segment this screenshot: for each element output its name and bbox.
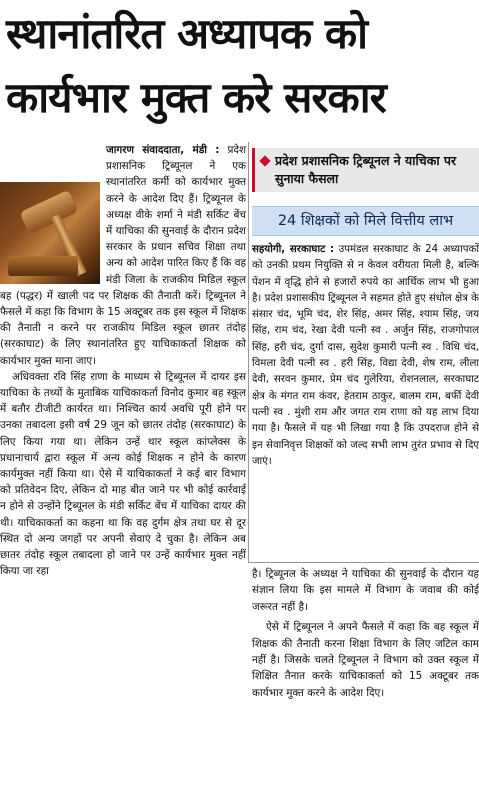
sidebar-byline: सहयोगी, सरकाघाट : [252,244,335,255]
column-divider-vertical [248,142,249,562]
bullet-diamond-icon [259,155,270,166]
sidebar-body-text: उपमंडल सरकाघाट के 24 अध्यापकों को उनकी प्रथम नियुक्ति से न केवल वरीयता मिली है, बल्कि पेंशन में वृद्धि होने से हजारों रुपये का आर्थिक लाभ भी हुआ है। प्रदेश प्रशासकीय ट्रिब्यूनल ने सहमत होते हुए संधोल क्षेत्र के संसार चंद, भूमि चंद, शेर सिंह, अमर सिंह, श्याम सिंह, जय सिंह, राम चंद, रेखा देवी पत्नी स्व . अर्जुन सिंह, राजगोपाल सिंह, हरी चंद, दुर्गा दास, सुदेश कुमारी पत्नी स्व . विधि चंद, विमला देवी पत्नी स्व . हरी सिंह, विद्या देवी, शेष राम, लीला देवी, सरवन कुमार, प्रेम चंद गुलेरिया, रोशनलाल, सरकाघाट क्षेत्र के मंगत राम कंवर, हेतराम ठाकुर, बालम राम, बर्फी देवी पत्नी स्व . मुंशी राम और जगत राम राणा को यह लाभ दिया गया है। फैसले में यह भी लिखा गया है कि उपदराज होने से इन सेवानिवृत्त शिक्षकों को जल्द सभी लाभ तुरंत प्रभाव से दिए जाएं। [252,244,479,467]
sidebar-story [252,142,479,562]
gavel-head-icon [19,190,78,235]
gavel-block-icon [8,256,78,276]
gavel-photo [0,182,100,284]
headline-line-2: कार्यभार मुक्त करे सरकार [6,73,386,122]
continuation-paragraph-1: है। ट्रिब्यूनल के अध्यक्ष ने याचिका की सुनवाई के दौरान यह संज्ञान लिया कि इस मामले में विभाग के जवाब की कोई जरूरत नहीं है। [252,568,479,613]
continuation-paragraph-2: ऐसे में ट्रिब्यूनल ने अपने फैसले में कहा कि बह स्कूल में शिक्षक की तैनाती करना शिक्षा विभाग के लिए जटिल काम नहीं है। जिसके चलते ट्रिब्यूनल ने विभाग को उक्त स्कूल में शिक्षित तैनात करके याचिकाकर्ता को 15 अक्टूबर तक कार्यभार मुक्त करने के आदेश दिए। [252,621,479,699]
left-paragraph-2: अधिवक्ता रवि सिंह राणा के माध्यम से ट्रिब्यूनल में दायर इस याचिका के तथ्यों के मुताबिक याचिकाकर्ता विनोद कुमार बह स्कूल में बतौर टीजीटी कार्यरत था। निश्चित कार्य अवधि पूरी होने पर उनका तबादला इसी वर्ष 29 जून को छातर तंदोह (सरकाघाट) के लिए किया गया था। लेकिन उन्हें थार स्कूल कांप्लेक्स के प्रधानाचार्य द्वारा स्कूल में अन्य कोई शिक्षक न होने के कारण कार्यमुक्त नहीं किया था। ऐसे में याचिकाकर्ता ने कई बार विभाग को प्रतिवेदन दिए, लेकिन दो माह बीत जाने पर भी कोई कार्रवाई न होने से उन्होंने ट्रिब्यूनल के मंडी सर्किट बेंच में याचिका दायर की थी। याचिकाकर्ता का कहना था कि वह दुर्गम क्षेत्र तथा घर से दूर स्थित दो अन्य जगहों पर अपनी सेवाएं दे चुका है। लेकिन अब छातर तंदोह स्कूल तबादला हो जाने पर उन्हें कार्यभार मुक्त नहीं किया जा रहा [0,370,246,578]
headline [0,0,479,138]
left-byline: जागरण संवाददाता, मंडी : [106,144,220,156]
left-paragraph-1-text: प्रदेश प्रशासनिक ट्रिब्यूनल ने एक स्थानांतरित कर्मी को कार्यभार मुक्त करने के आदेश दिए हैं। ट्रिब्यूनल के अध्यक्ष वीके शर्मा ने मंडी सर्किट बेंच में याचिका की सुनवाई के दौरान प्रदेश सरकार के प्रधान सचिव शिक्षा तथा अन्य को आदेश पारित किए हैं कि वह मंडी जिला के राजकीय मिडिल स्कूल बह (पद्धर) में खाली पद पर शिक्षक की तैनाती करें। ट्रिब्यूनल ने फैसले में कहा कि विभाग के 15 अक्टूबर तक इस स्कूल में शिक्षक की तैनाती न करने पर राजकीय मिडिल स्कूल छातर तंदोह (सरकाघाट) के लिए स्थानांतरित हुए याचिकाकर्ता शिक्षक को कार्यभार मुक्त माना जाए। [0,144,247,367]
left-paragraph-1 [0,142,246,369]
main-story-continuation [252,566,479,800]
sidebar-subhead: 24 शिक्षकों को मिले वित्तीय लाभ [252,206,479,236]
sidebar-body [252,242,479,470]
kicker [252,148,479,192]
headline-line-1: स्थानांतरित अध्यापक को [6,9,367,58]
left-column [0,142,246,800]
column-divider-horizontal [248,562,479,563]
kicker-text: प्रदेश प्रशासनिक ट्रिब्यूनल ने याचिका पर सुनाया फैसला [275,153,457,186]
